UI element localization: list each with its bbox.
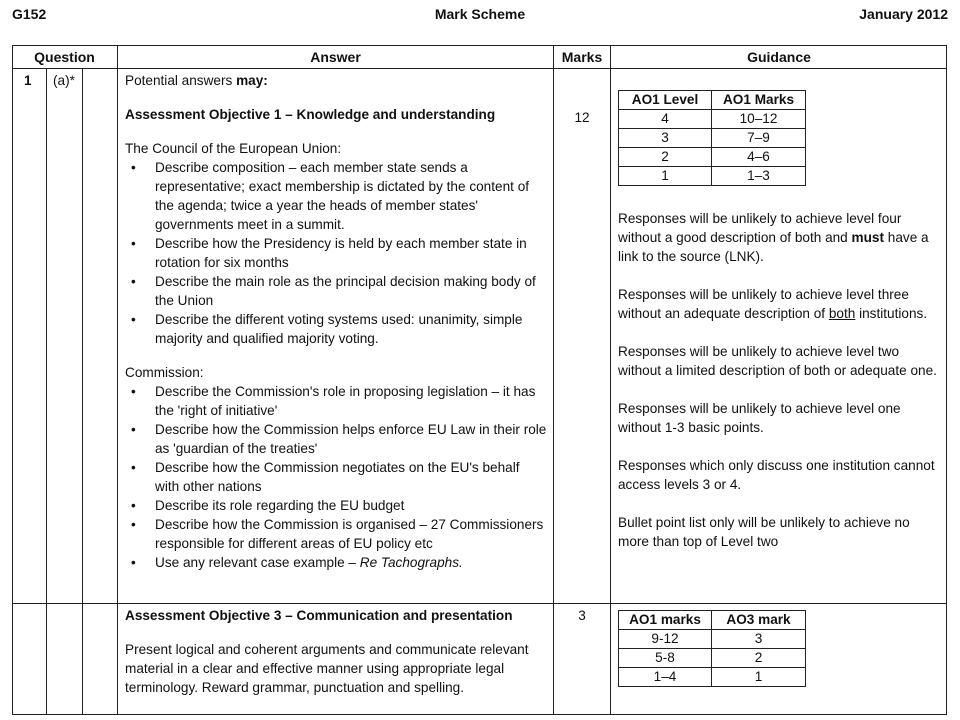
question-part: (a)* (53, 73, 75, 88)
guidance-text (618, 209, 943, 570)
table-row (619, 148, 806, 167)
list-item: • Describe how the Commission helps enforce EU Law in their role as 'guardian of the treaties' (125, 420, 547, 458)
table-cell: 1–4 (619, 668, 712, 687)
table-cell: 1–3 (712, 167, 806, 186)
table-cell: 4 (619, 110, 712, 129)
table-cell: 5-8 (619, 649, 712, 668)
list-item: • Describe how the Commission is organised – 27 Commissioners responsible for different areas of EU policy etc (125, 515, 547, 553)
list-item: • Describe how the Commission negotiates on the EU's behalf with other nations (125, 458, 547, 496)
ao1-heading: Assessment Objective 1 – Knowledge and understanding (125, 107, 496, 122)
divider (610, 45, 611, 715)
table-row (619, 91, 806, 110)
table-cell: 3 (712, 630, 806, 649)
document-title: Mark Scheme (434, 6, 526, 22)
table-row (619, 668, 806, 687)
divider (12, 68, 947, 69)
guidance-paragraph: Responses will be unlikely to achieve level one without 1-3 basic points. (618, 401, 901, 435)
table-row (619, 110, 806, 129)
ao3-text: Present logical and coherent arguments and communicate relevant material in a clear and effective manner using appropriate legal terminology. Reward grammar, punctuation and spelling. (125, 642, 529, 695)
column-header-answer: Answer (310, 49, 361, 65)
marks-value: 3 (578, 608, 586, 623)
table-cell: 3 (619, 129, 712, 148)
table-row (619, 630, 806, 649)
column-header-question: Question (34, 49, 95, 65)
list-item: • Describe how the Presidency is held by each member state in rotation for six months (125, 234, 547, 272)
table-row (619, 611, 806, 630)
table-row (619, 649, 806, 668)
table-header: AO1 Level (619, 91, 712, 110)
guidance-paragraph: Responses which only discuss one institution cannot access levels 3 or 4. (618, 458, 935, 492)
divider (117, 45, 118, 715)
table-cell: 4–6 (712, 148, 806, 167)
guidance-paragraph: Responses will be unlikely to achieve level three without an adequate description of both institutions. (618, 287, 928, 321)
answer-intro: Potential answers may: (125, 73, 268, 88)
ao3-heading: Assessment Objective 3 – Communication and presentation (125, 608, 513, 623)
ao3-mark-table (618, 610, 806, 687)
list-item: • Use any relevant case example – Re Tachographs. (125, 553, 547, 572)
answer-content (125, 71, 547, 572)
council-heading: The Council of the European Union: (125, 141, 342, 156)
table-header: AO1 marks (619, 611, 712, 630)
question-number: 1 (24, 73, 32, 88)
divider (82, 68, 83, 715)
table-cell: 7–9 (712, 129, 806, 148)
table-header: AO3 mark (712, 611, 806, 630)
guidance-paragraph: Responses will be unlikely to achieve level four without a good description of both and must have a link to the source (LNK). (618, 211, 929, 264)
table-cell: 2 (619, 148, 712, 167)
divider (12, 603, 947, 604)
divider (46, 68, 47, 715)
list-item: • Describe the different voting systems used: unanimity, simple majority and qualified majority voting. (125, 310, 547, 348)
commission-bullet-list (125, 382, 547, 572)
list-item: • Describe composition – each member state sends a representative; exact membership is dictated by the content of the agenda; twice a year the heads of member states' governments meet in a summit. (125, 158, 547, 234)
table-cell: 10–12 (712, 110, 806, 129)
table-row (619, 129, 806, 148)
guidance-paragraph: Responses will be unlikely to achieve level two without a limited description of both or adequate one. (618, 344, 937, 378)
commission-heading: Commission: (125, 365, 204, 380)
list-item: • Describe its role regarding the EU budget (125, 496, 547, 515)
guidance-paragraph: Bullet point list only will be unlikely to achieve no more than top of Level two (618, 515, 910, 549)
table-cell: 9-12 (619, 630, 712, 649)
table-cell: 2 (712, 649, 806, 668)
table-cell: 1 (712, 668, 806, 687)
table-cell: 1 (619, 167, 712, 186)
column-header-marks: Marks (561, 49, 603, 65)
list-item: • Describe the Commission's role in proposing legislation – it has the 'right of initiative' (125, 382, 547, 420)
marks-value: 12 (574, 110, 590, 125)
list-item: • Describe the main role as the principal decision making body of the Union (125, 272, 547, 310)
ao3-content (125, 606, 547, 697)
table-row (619, 167, 806, 186)
document-code: G152 (12, 6, 47, 22)
council-bullet-list (125, 158, 547, 348)
document-date: January 2012 (859, 6, 948, 22)
table-header: AO1 Marks (712, 91, 806, 110)
column-header-guidance: Guidance (747, 49, 811, 65)
ao1-level-table (618, 90, 806, 186)
